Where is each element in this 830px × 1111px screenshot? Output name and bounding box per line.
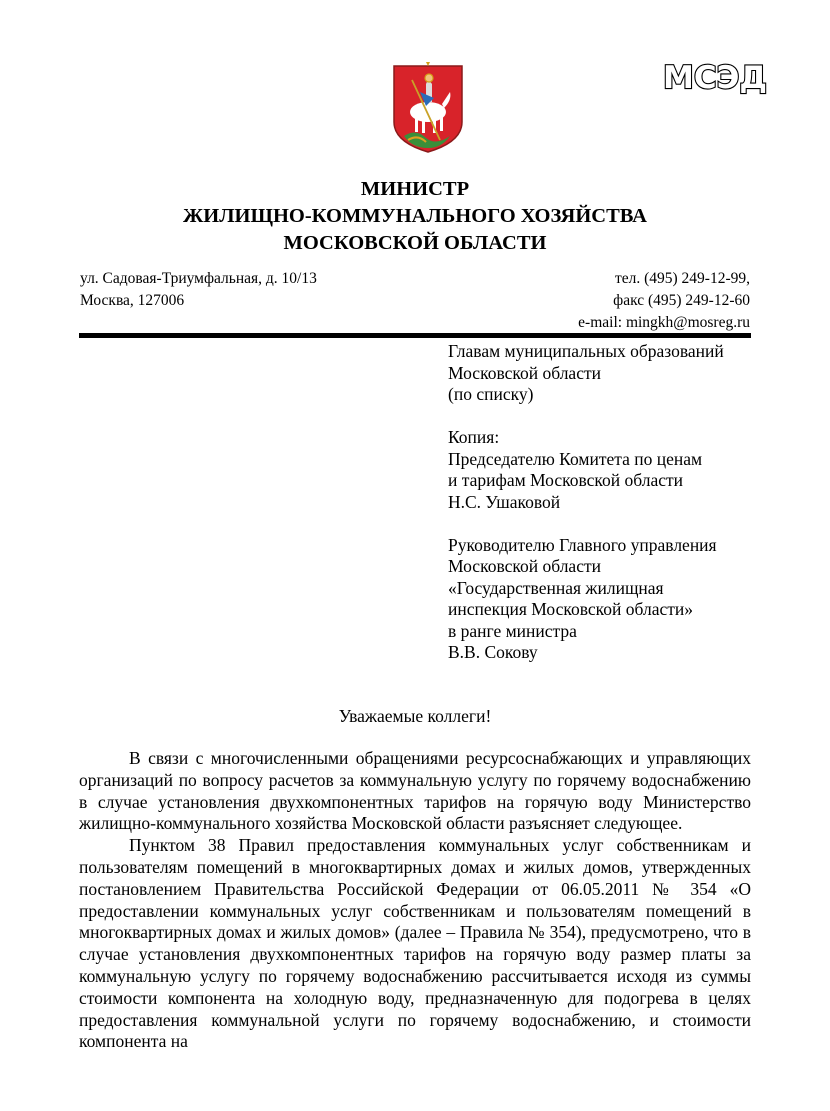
recipient-line: Копия: [448,427,500,447]
coat-of-arms-icon [390,62,466,154]
city-postcode: Москва, 127006 [80,292,185,309]
recipient-line: инспекция Московской области» [448,599,694,619]
email-address: e-mail: mingkh@mosreg.ru [578,314,750,331]
street-address: ул. Садовая-Триумфальная, д. 10/13 [80,270,317,287]
ministry-title-line: МИНИСТР [360,178,470,200]
ministry-title-line: МОСКОВСКОЙ ОБЛАСТИ [283,232,547,254]
svg-text:МСЭД: МСЭД [663,60,767,96]
phone-number: тел. (495) 249-12-99, [614,270,750,287]
recipient-line: (по списку) [448,384,534,404]
fax-number: факс (495) 249-12-60 [613,292,750,309]
letter-body [79,748,751,1053]
recipient-line: В.В. Сокову [448,642,538,662]
recipient-housing-inspection [448,535,724,664]
recipient-line: Руководителю Главного управления [448,534,717,555]
recipient-line: Председателю Комитета по ценам [448,448,703,469]
salutation: Уважаемые коллеги! [338,706,492,726]
ministry-address [80,268,317,312]
recipient-line: Н.С. Ушаковой [448,491,561,512]
recipient-heads-of-municipalities [448,341,724,406]
header-divider [79,333,751,338]
ministry-title-line: ЖИЛИЩНО-КОММУНАЛЬНОГО ХОЗЯЙСТВА [183,205,647,227]
body-paragraph: Пунктом 38 Правил предоставления коммунальных услуг собственникам и пользователям помещений в многоквартирных домах и жилых домов, утвержденных постановлением Правительства Российской Федерации от 06.05.2011 № 354 «О предоставлении коммунальных услуг собственникам и пользователям помещений в многоквартирных домах и жилых домов» (далее – Правила № 354), предусмотрено, что в случае установления двухкомпонентных тарифов на горячую воду размер платы за коммунальную услугу по горячему водоснабжению рассчитывается исходя из суммы стоимости компонента на холодную воду, предназначенную для подогрева в целях предоставления коммунальной услуги по горячему водоснабжению, и стоимости компонента на [79,835,751,1052]
recipient-line: и тарифам Московской области [448,470,684,490]
recipient-line: «Государственная жилищная [448,577,664,598]
body-paragraph: В связи с многочисленными обращениями ресурсоснабжающих и управляющих организаций по вопросу расчетов за коммунальную услугу по горячему водоснабжению в случае установления двухкомпонентных тарифов на горячую воду Министерство жилищно-коммунального хозяйства Московской области разъясняет следующее. [79,748,751,834]
recipient-line: Московской области [448,362,601,383]
recipient-copy-pricing-committee [448,427,724,513]
ministry-title [0,176,830,257]
recipient-line: в ранге министра [448,620,577,641]
msed-stamp-icon [663,56,767,96]
recipients-block [448,341,724,685]
recipient-line: Главам муниципальных образований [448,341,724,361]
ministry-contacts [578,268,750,334]
recipient-line: Московской области [448,556,601,576]
